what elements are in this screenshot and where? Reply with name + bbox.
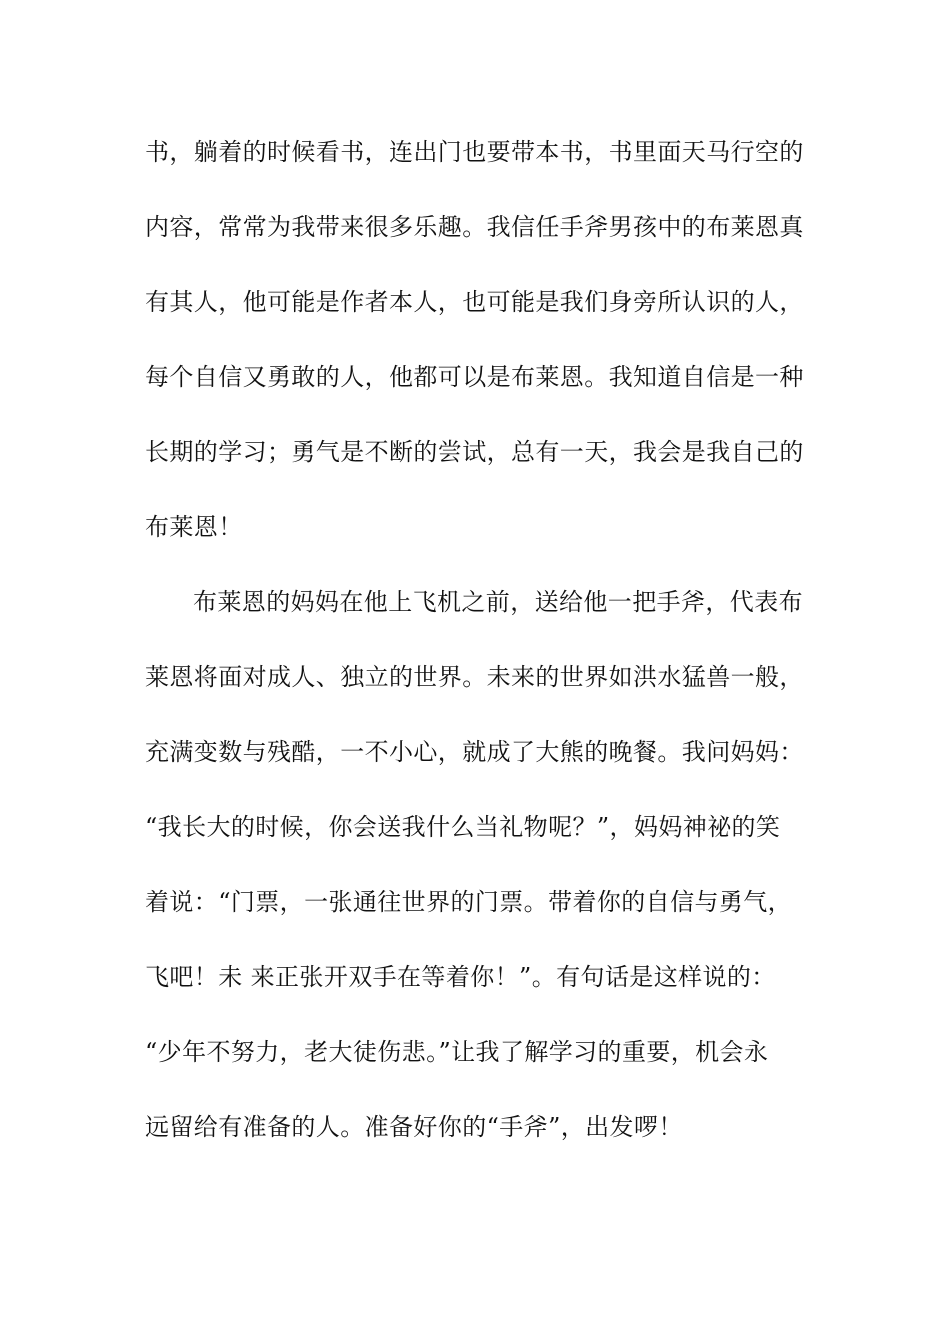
text-line: 每个自信又勇敢的人，他都可以是布莱恩。我知道自信是一种 xyxy=(145,363,804,391)
text-line: 莱恩将面对成人、独立的世界。未来的世界如洪水猛兽一般， xyxy=(145,663,804,691)
paragraph xyxy=(145,128,810,578)
paragraph xyxy=(145,578,810,1178)
text-line: 书，躺着的时候看书，连出门也要带本书，书里面天马行空的 xyxy=(145,138,804,166)
text-line: 布莱恩！ xyxy=(145,513,243,541)
document-body xyxy=(145,128,810,1178)
text-line: 充满变数与残酷，一不小心，就成了大熊的晚餐。我问妈妈： xyxy=(145,738,804,766)
text-line: “我长大的时候，你会送我什么当礼物呢？”，妈妈神祕的笑 xyxy=(145,813,781,841)
text-line: 有其人，他可能是作者本人，也可能是我们身旁所认识的人， xyxy=(145,288,804,316)
text-line: 布莱恩的妈妈在他上飞机之前，送给他一把手斧，代表布 xyxy=(193,588,803,616)
text-line: 远留给有准备的人。准备好你的“手斧”，出发啰！ xyxy=(145,1113,683,1141)
text-line: 长期的学习；勇气是不断的尝试，总有一天，我会是我自己的 xyxy=(145,438,804,466)
text-line: 内容，常常为我带来很多乐趣。我信任手斧男孩中的布莱恩真 xyxy=(145,213,804,241)
text-line: 飞吧！未 来正张开双手在等着你！”。有句话是这样说的： xyxy=(145,963,776,991)
text-line: 着说：“门票，一张通往世界的门票。带着你的自信与勇气， xyxy=(145,888,793,916)
text-line: “少年不努力，老大徒伤悲。”让我了解学习的重要，机会永 xyxy=(145,1038,769,1066)
